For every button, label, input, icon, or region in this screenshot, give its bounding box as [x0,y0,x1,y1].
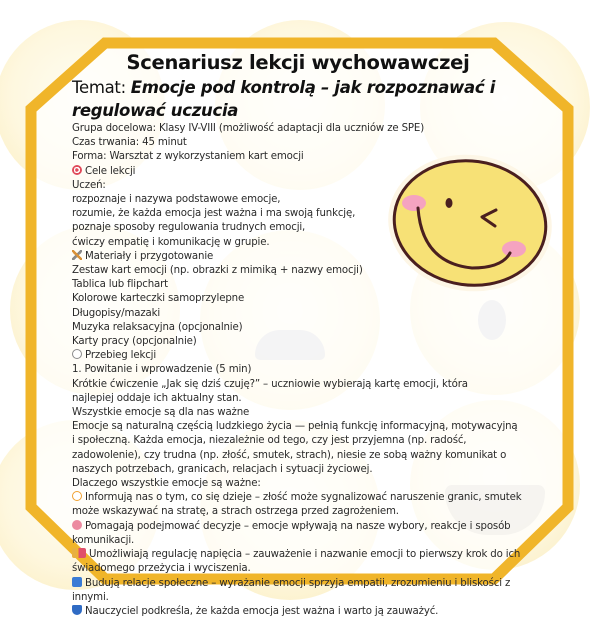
material-item: Zestaw kart emocji (np. obrazki z mimiką + nazwy emocji) [72,265,363,277]
duration: Czas trwania: 45 minut [72,137,187,149]
target-icon [72,165,82,175]
brain-icon [72,520,82,530]
goal-item: ćwiczy empatię i komunikację w grupie. [72,236,270,248]
lesson-plan-document [72,50,532,619]
material-item: Karty pracy (opcjonalnie) [72,336,197,348]
people-icon [72,577,82,587]
material-item: Tablica lub flipchart [72,279,169,291]
step-1-text: Krótkie ćwiczenie „Jak się dziś czuję?” – uczniowie wybierają kartę emocji, która najlepiej oddaje ich aktualny stan. [72,378,468,404]
goals-heading [72,165,532,179]
form: Forma: Warsztat z wykorzystaniem kart emocji [72,151,304,163]
goal-item: poznaje sposoby regulowania trudnych emocji, [72,222,306,234]
topic-heading [72,76,532,122]
meditation-icon [72,548,86,558]
page-title: Scenariusz lekcji wychowawczej [126,51,470,74]
why-item: Nauczyciel podkreśla, że każda emocja jest ważna i warto ją zauważyć. [72,605,522,619]
goals-intro: Uczeń: [72,179,106,191]
shield-icon [72,605,82,615]
tools-icon [72,250,82,260]
material-item: Kolorowe karteczki samoprzylepne [72,293,245,305]
why-item: Umożliwiają regulację napięcia – zauważenie i nazwanie emocji to pierwszy krok do ich świadomego przeżycia i wyciszenia. [72,549,521,575]
course-heading [72,349,532,363]
course-heading-label: Przebieg lekcji [85,350,157,362]
material-item: Długopisy/mazaki [72,307,161,319]
why-item: Informują nas o tym, co się dzieje – złość może sygnalizować naruszenie granic, smutek może wskazywać na stratę, a strach ostrzega przed zagrożeniem. [72,492,522,518]
material-item: Muzyka relaksacyjna (opcjonalnie) [72,321,243,333]
why-title: Dlaczego wszystkie emocje są ważne: [72,478,261,490]
section-text: Emocje są naturalną częścią ludzkiego życia — pełnią funkcję informacyjną, motywacyjną i społeczną. Każda emocja, niezależnie od tego, czy jest przyjemna (np. radość, zadowolenie), czy trudna (np. złość, smutek, strach), niesie ze sobą ważny komunikat o naszych potrzebach, granicach, relacjach i sytuacji życiowej. [72,421,518,475]
why-item: Budują relacje społeczne – wyrażanie emocji sprzyja empatii, zrozumieniu i bliskości z innymi. [72,577,511,603]
section-title: Wszystkie emocje są dla nas ważne [72,407,250,419]
materials-heading [72,250,532,264]
goal-item: rozpoznaje i nazywa podstawowe emocje, [72,194,281,206]
stopwatch-icon [72,349,82,359]
goal-item: rozumie, że każda emocja jest ważna i ma swoją funkcję, [72,208,356,220]
goals-heading-label: Cele lekcji [85,165,136,177]
why-item: Pomagają podejmować decyzje – emocje wpływają na nasze wybory, reakcje i sposób komunikacji. [72,520,511,546]
materials-heading-label: Materiały i przygotowanie [85,250,214,262]
compass-icon [72,491,82,501]
target-group: Grupa docelowa: Klasy IV-VIII (możliwość adaptacji dla uczniów ze SPE) [72,123,425,134]
topic-label: Temat: [72,78,131,97]
topic-value: Emocje pod kontrolą – jak rozpoznawać i regulować uczucia [72,78,496,120]
step-1-title: 1. Powitanie i wprowadzenie (5 min) [72,364,252,376]
